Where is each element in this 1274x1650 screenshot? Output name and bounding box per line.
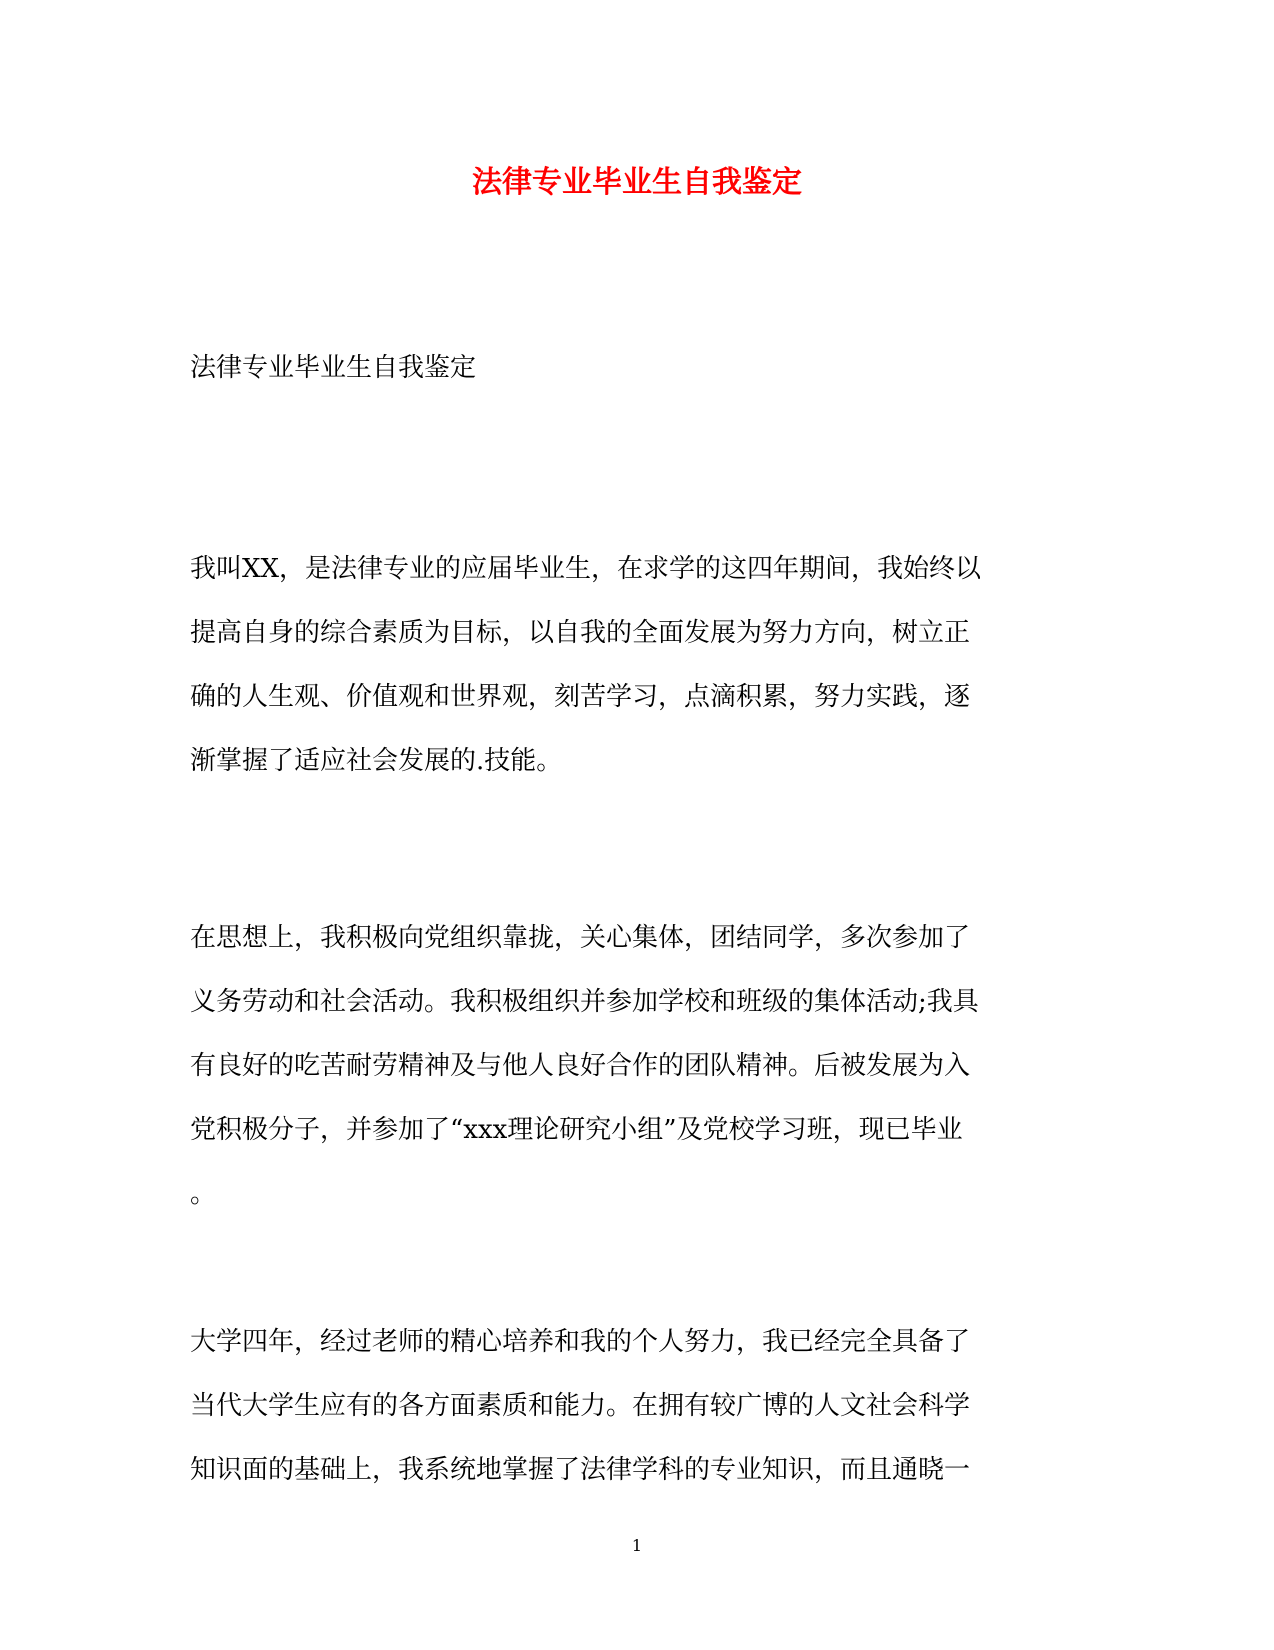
paragraph-line: 有良好的吃苦耐劳精神及与他人良好合作的团队精神。后被发展为入 — [190, 1051, 971, 1081]
paragraph-1 — [190, 537, 1090, 793]
paragraph-line: 当代大学生应有的各方面素质和能力。在拥有较广博的人文社会科学 — [190, 1391, 971, 1421]
paragraph-line: 。 — [190, 1179, 217, 1209]
paragraph-line: 在思想上，我积极向党组织靠拢，关心集体，团结同学，多次参加了 — [190, 923, 971, 953]
paragraph-line: 大学四年，经过老师的精心培养和我的个人努力，我已经完全具备了 — [190, 1327, 971, 1357]
page-number: 1 — [631, 1536, 643, 1555]
paragraph-line: 知识面的基础上，我系统地掌握了法律学科的专业知识，而且通晓一 — [190, 1455, 971, 1485]
document-subtitle: 法律专业毕业生自我鉴定 — [190, 353, 477, 383]
paragraph-line: 提高自身的综合素质为目标，以自我的全面发展为努力方向，树立正 — [190, 618, 971, 648]
paragraph-line: 义务劳动和社会活动。我积极组织并参加学校和班级的集体活动;我具 — [190, 987, 979, 1017]
paragraph-line: 党积极分子，并参加了“xxx理论研究小组”及党校学习班，现已毕业 — [190, 1115, 963, 1145]
paragraph-line: 确的人生观、价值观和世界观，刻苦学习，点滴积累，努力实践，逐 — [190, 682, 971, 712]
document-title: 法律专业毕业生自我鉴定 — [472, 165, 802, 200]
paragraph-line: 我叫XX，是法律专业的应届毕业生，在求学的这四年期间，我始终以 — [190, 554, 982, 584]
paragraph-2 — [190, 906, 1090, 1226]
paragraph-line: 渐掌握了适应社会发展的.技能。 — [190, 746, 563, 776]
paragraph-3 — [190, 1310, 1090, 1502]
